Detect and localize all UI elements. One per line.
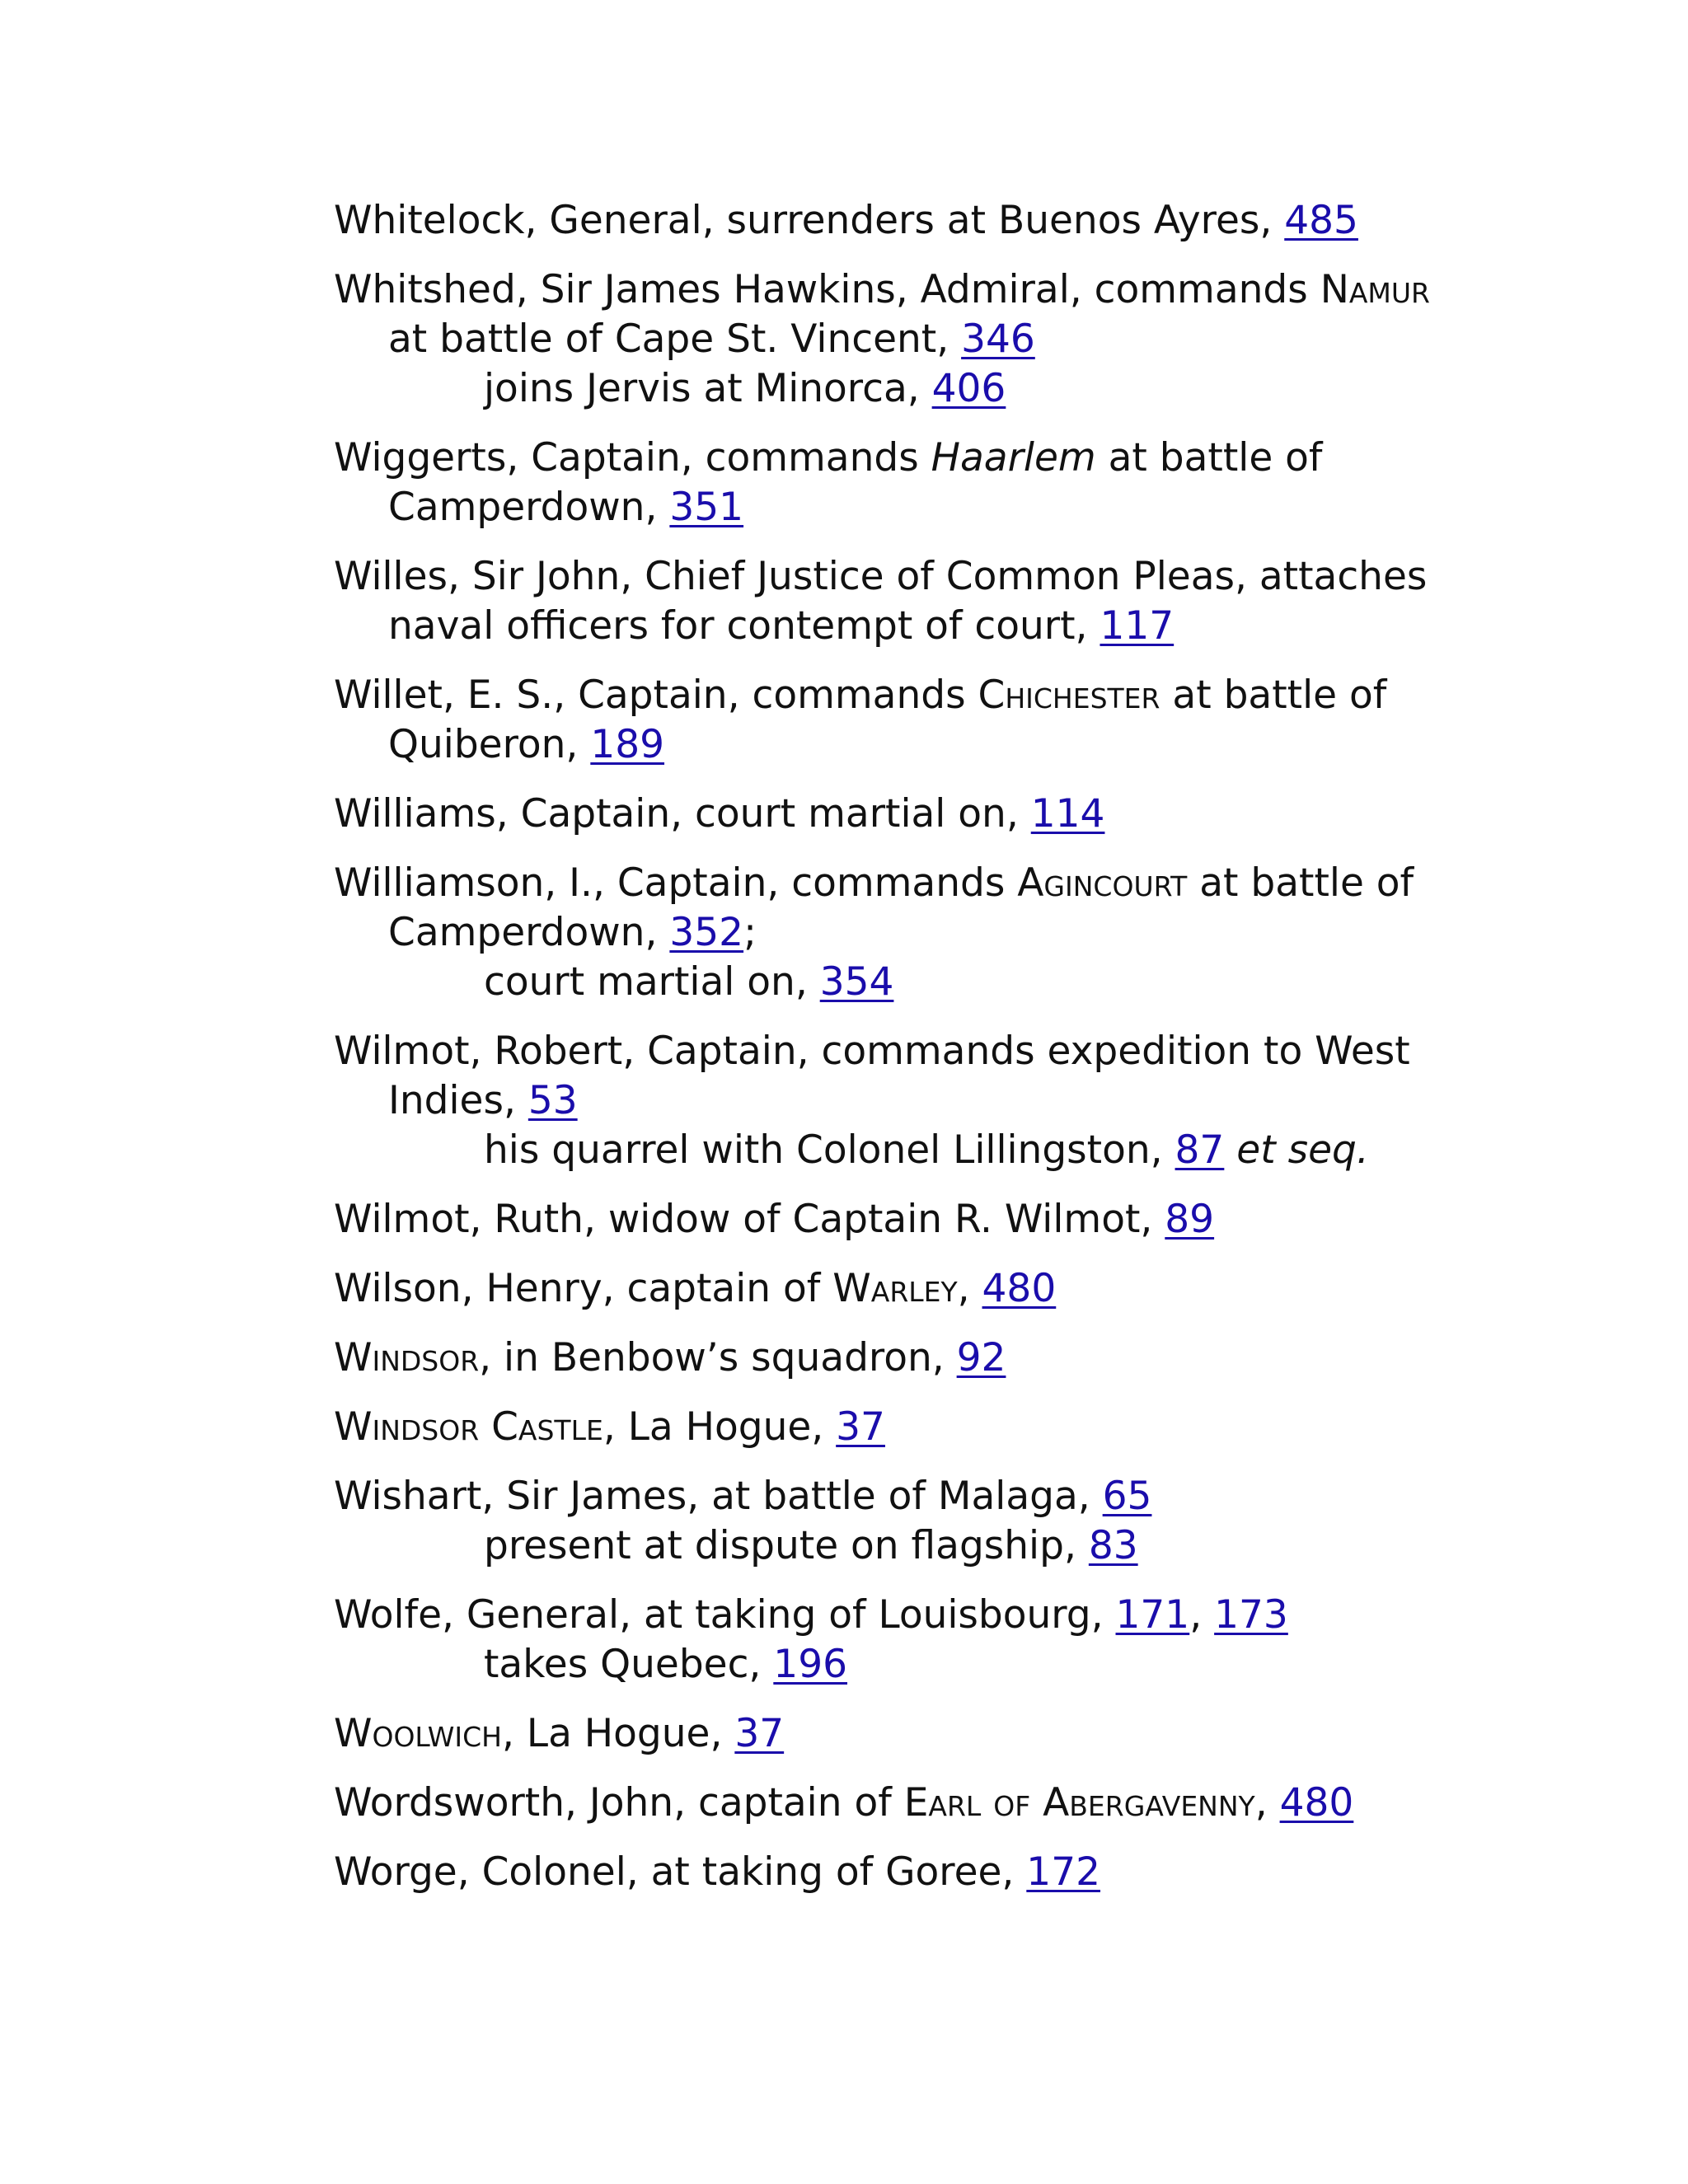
- entry-main-line: [334, 1848, 1471, 1897]
- ship-name: Warley: [832, 1266, 958, 1311]
- entry-text: takes Quebec,: [484, 1642, 774, 1687]
- page-link[interactable]: 480: [1279, 1780, 1354, 1825]
- entry-main-line: [334, 1264, 1471, 1314]
- page-link[interactable]: 354: [819, 959, 894, 1005]
- index-list: [334, 196, 1471, 1917]
- page-link[interactable]: 92: [956, 1335, 1006, 1380]
- entry-text: ;: [743, 910, 757, 955]
- index-entry: [334, 552, 1471, 651]
- entry-main-line: [334, 859, 1471, 958]
- italic-text: Haarlem: [931, 435, 1096, 480]
- entry-text: Worge, Colonel, at taking of Goree,: [334, 1849, 1027, 1895]
- page-link[interactable]: 172: [1026, 1849, 1101, 1895]
- index-entry: [334, 196, 1471, 246]
- page-link[interactable]: 89: [1165, 1197, 1215, 1242]
- ship-name: Woolwich: [334, 1711, 502, 1756]
- entry-main-line: [334, 671, 1471, 770]
- page-link[interactable]: 196: [773, 1642, 848, 1687]
- entry-text: at battle of Quiberon,: [388, 673, 1387, 767]
- entry-main-line: [334, 434, 1471, 532]
- ship-name: Namur: [1320, 267, 1430, 312]
- page-link[interactable]: 173: [1214, 1592, 1288, 1638]
- entry-text: Willet, E. S., Captain, commands: [334, 673, 978, 718]
- entry-text: Whitelock, General, surrenders at Buenos Ayres,: [334, 198, 1285, 243]
- index-entry: [334, 1591, 1471, 1690]
- page-link[interactable]: 171: [1115, 1592, 1190, 1638]
- index-entry: [334, 1403, 1471, 1452]
- entry-text: Wordsworth, John, captain of: [334, 1780, 904, 1825]
- entry-subentry: [388, 1640, 1471, 1690]
- entry-main-line: [334, 1472, 1471, 1521]
- entry-text: at battle of Camperdown,: [388, 860, 1414, 955]
- entry-main-line: [334, 1333, 1471, 1383]
- page-link[interactable]: 480: [982, 1266, 1057, 1311]
- ship-name: Windsor: [334, 1335, 480, 1380]
- page-link[interactable]: 53: [528, 1078, 578, 1123]
- entry-text: Whitshed, Sir James Hawkins, Admiral, commands: [334, 267, 1320, 312]
- entry-text: , in Benbow’s squadron,: [479, 1335, 957, 1380]
- page-link[interactable]: 37: [836, 1404, 885, 1450]
- page-link[interactable]: 189: [590, 722, 665, 767]
- page-link[interactable]: 37: [734, 1711, 785, 1756]
- index-entry: [334, 1709, 1471, 1759]
- index-entry: [334, 1472, 1471, 1571]
- ship-name: Agincourt: [1017, 860, 1188, 906]
- index-entry: [334, 671, 1471, 770]
- entry-text: , La Hogue,: [603, 1404, 837, 1450]
- page-link[interactable]: 83: [1088, 1523, 1138, 1568]
- entry-subentry: [388, 1126, 1471, 1175]
- entry-text: at battle of Cape St. Vincent,: [388, 316, 962, 362]
- entry-text: [1224, 1127, 1236, 1173]
- index-entry: [334, 1333, 1471, 1383]
- entry-main-line: [334, 1195, 1471, 1244]
- entry-text: Wilmot, Robert, Captain, commands expedition to West Indies,: [334, 1029, 1410, 1123]
- index-entry: [334, 859, 1471, 1007]
- entry-text: ,: [1189, 1592, 1215, 1638]
- entry-subentry: [388, 364, 1471, 414]
- page-link[interactable]: 346: [961, 316, 1035, 362]
- entry-text: Wolfe, General, at taking of Louisbourg,: [334, 1592, 1116, 1638]
- ship-name: Windsor Castle: [334, 1404, 603, 1450]
- page-link[interactable]: 406: [931, 366, 1006, 411]
- index-entry: [334, 1779, 1471, 1828]
- entry-text: Wilson, Henry, captain of: [334, 1266, 833, 1311]
- entry-subentry: [388, 1521, 1471, 1571]
- italic-text: et seq.: [1236, 1127, 1369, 1173]
- entry-main-line: [334, 1027, 1471, 1126]
- entry-text: Wishart, Sir James, at battle of Malaga,: [334, 1474, 1103, 1519]
- index-entry: [334, 1848, 1471, 1897]
- entry-text: present at dispute on flagship,: [484, 1523, 1089, 1568]
- entry-main-line: [334, 265, 1471, 364]
- page-link[interactable]: 117: [1100, 603, 1175, 649]
- page-link[interactable]: 351: [669, 485, 744, 530]
- entry-main-line: [334, 1591, 1471, 1640]
- index-entry: [334, 1027, 1471, 1175]
- page-link[interactable]: 65: [1102, 1474, 1152, 1519]
- entry-main-line: [334, 552, 1471, 651]
- entry-text: ,: [957, 1266, 982, 1311]
- page-link[interactable]: 114: [1030, 791, 1105, 837]
- entry-main-line: [334, 1779, 1471, 1828]
- entry-text: , La Hogue,: [502, 1711, 735, 1756]
- entry-main-line: [334, 790, 1471, 839]
- entry-subentry: [388, 958, 1471, 1007]
- index-entry: [334, 265, 1471, 414]
- page-link[interactable]: 485: [1284, 198, 1358, 243]
- entry-main-line: [334, 196, 1471, 246]
- page-link[interactable]: 87: [1175, 1127, 1225, 1173]
- index-entry: [334, 434, 1471, 532]
- entry-text: court martial on,: [484, 959, 820, 1005]
- entry-text: Willes, Sir John, Chief Justice of Common Pleas, attaches naval officers for contempt of court,: [334, 554, 1428, 649]
- index-entry: [334, 1264, 1471, 1314]
- entry-text: ,: [1254, 1780, 1280, 1825]
- entry-text: joins Jervis at Minorca,: [484, 366, 932, 411]
- index-entry: [334, 1195, 1471, 1244]
- entry-text: Wiggerts, Captain, commands: [334, 435, 931, 480]
- ship-name: Chichester: [978, 673, 1160, 718]
- index-entry: [334, 790, 1471, 839]
- page-link[interactable]: 352: [669, 910, 744, 955]
- ship-name: Earl of Abergavenny: [903, 1780, 1255, 1825]
- entry-main-line: [334, 1403, 1471, 1452]
- entry-text: his quarrel with Colonel Lillingston,: [484, 1127, 1175, 1173]
- entry-text: Wilmot, Ruth, widow of Captain R. Wilmot,: [334, 1197, 1165, 1242]
- entry-text: Williamson, I., Captain, commands: [334, 860, 1018, 906]
- entry-main-line: [334, 1709, 1471, 1759]
- entry-text: at battle of Camperdown,: [388, 435, 1323, 530]
- entry-text: Williams, Captain, court martial on,: [334, 791, 1031, 837]
